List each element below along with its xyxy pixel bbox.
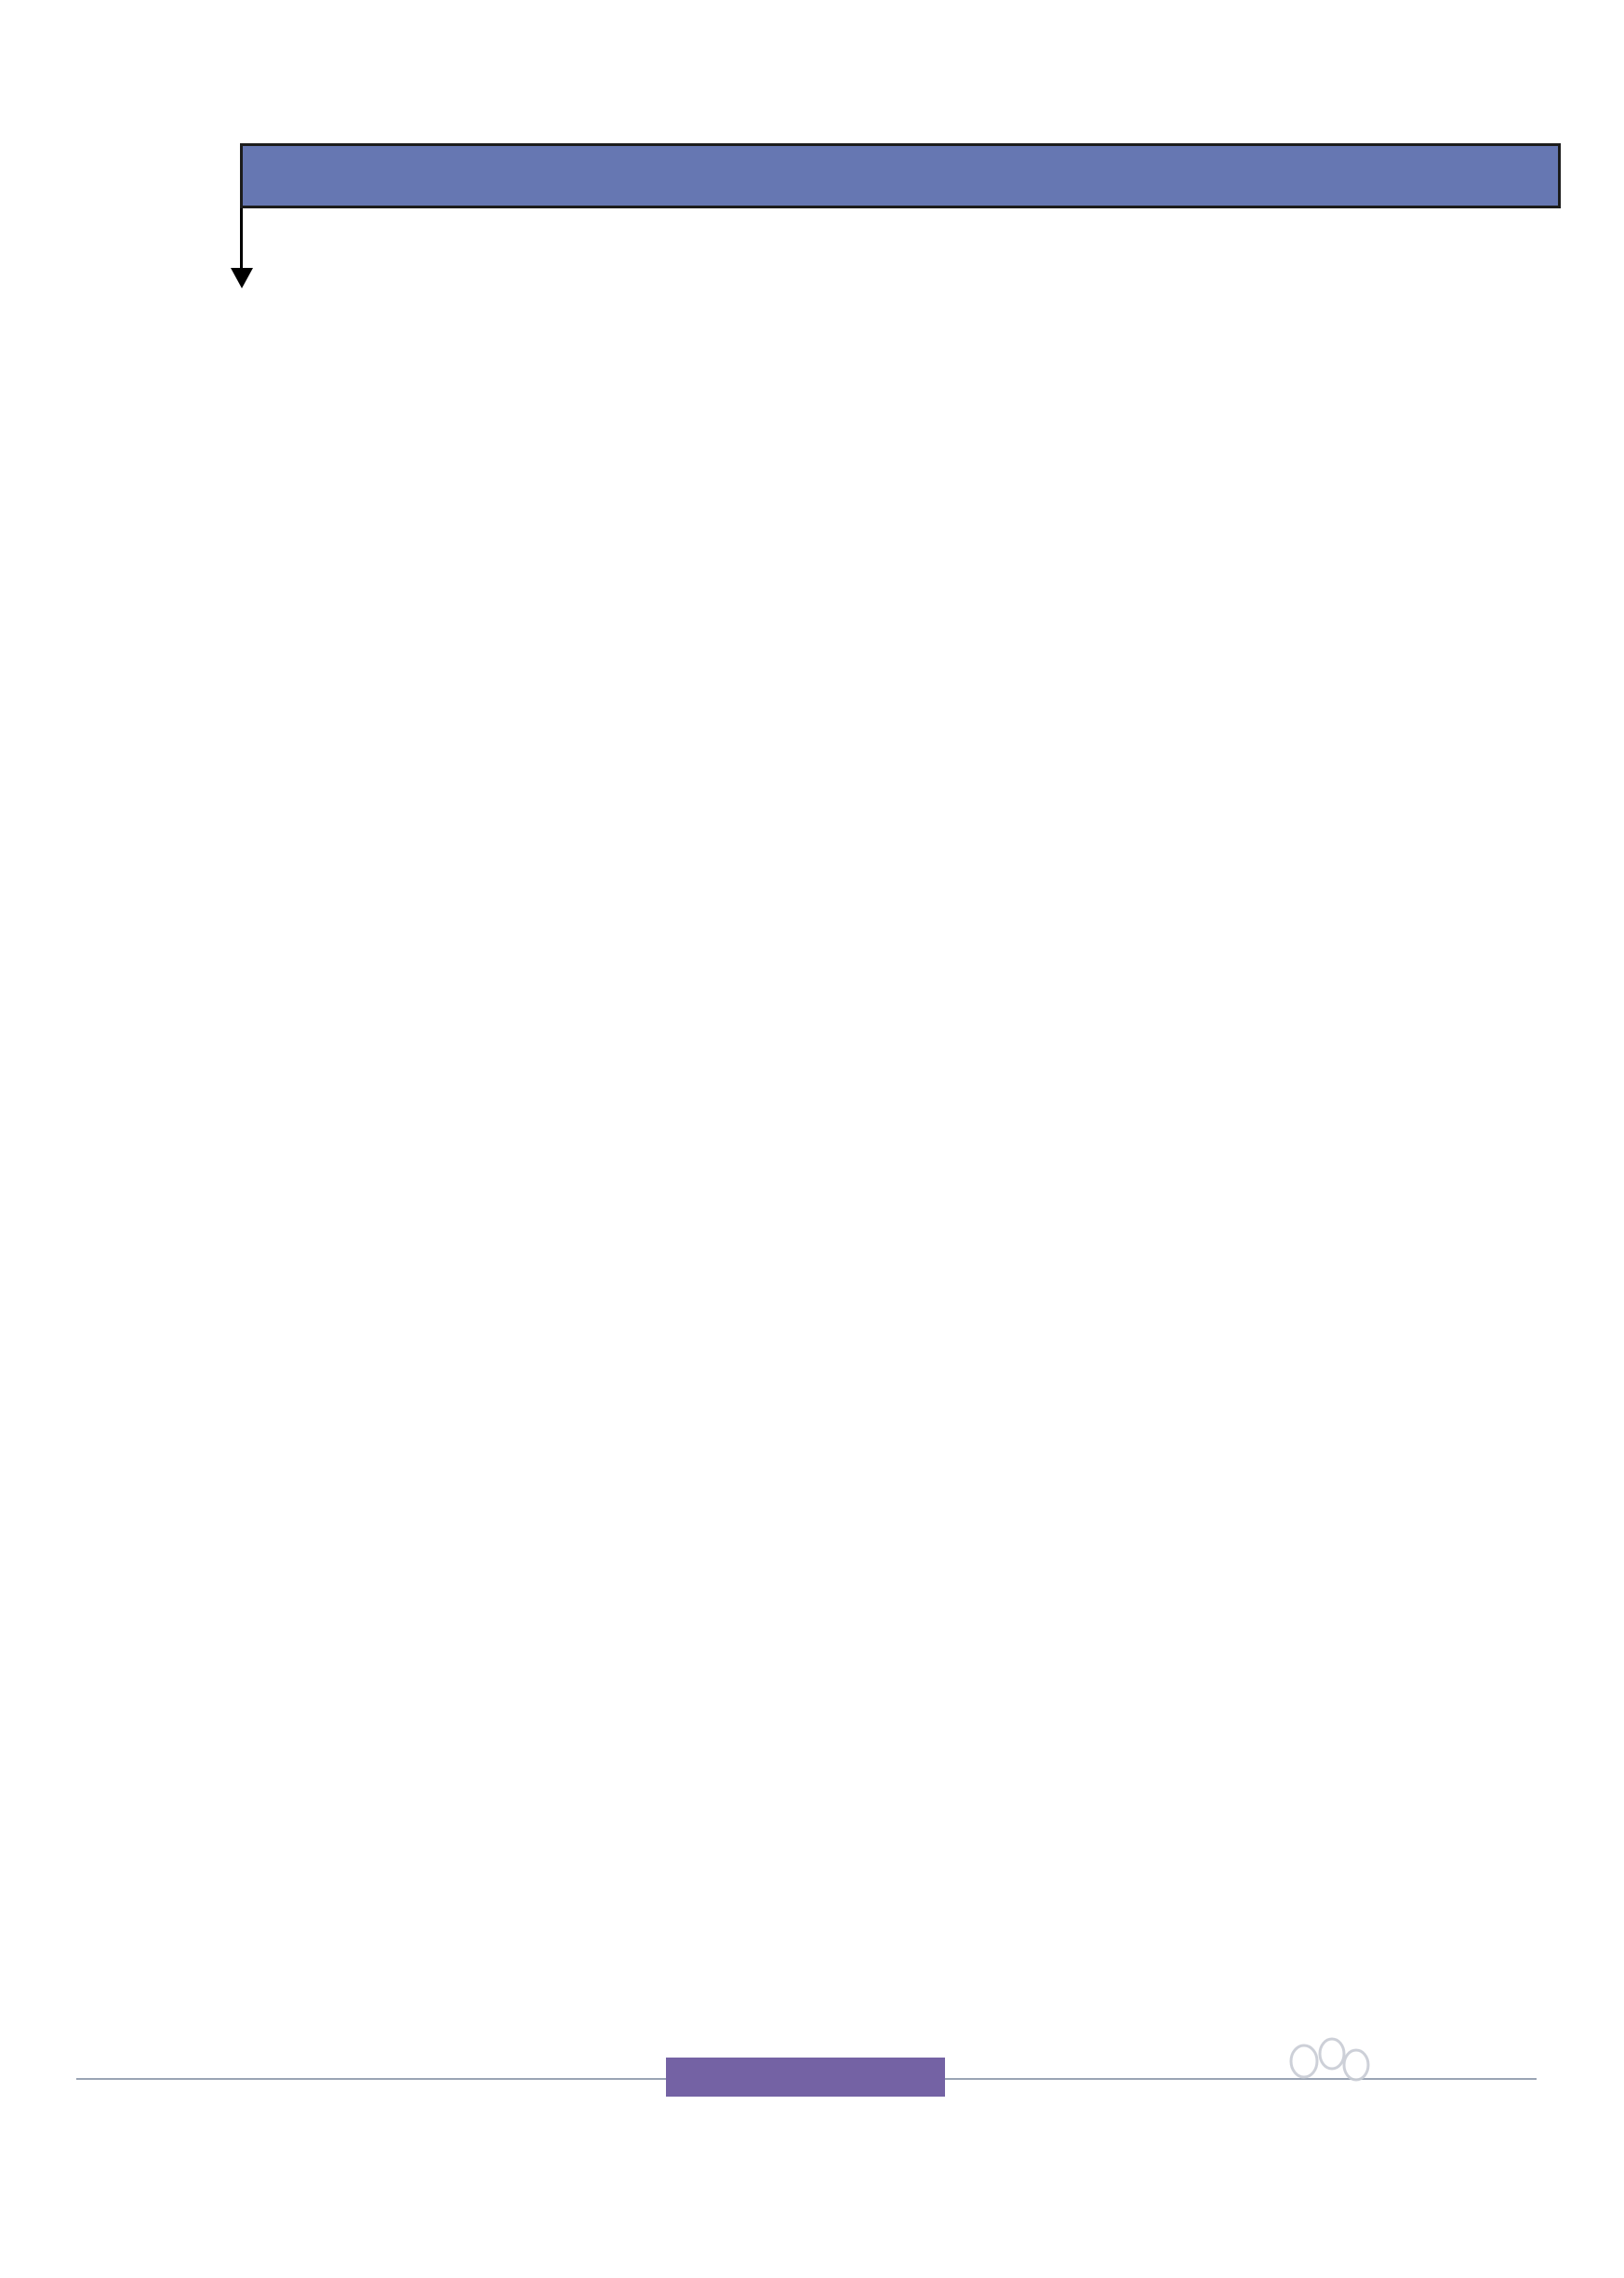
down-arrow-icon (231, 268, 253, 288)
page-header (240, 143, 1561, 208)
header-arrow-line (240, 208, 243, 270)
paragraph-line (281, 573, 383, 610)
paw-icon (1291, 2045, 1317, 2077)
page-number (666, 2058, 945, 2097)
paw-icon (1344, 2050, 1368, 2080)
baidu-watermark (1153, 2037, 1544, 2223)
paw-icon (1320, 2039, 1344, 2069)
